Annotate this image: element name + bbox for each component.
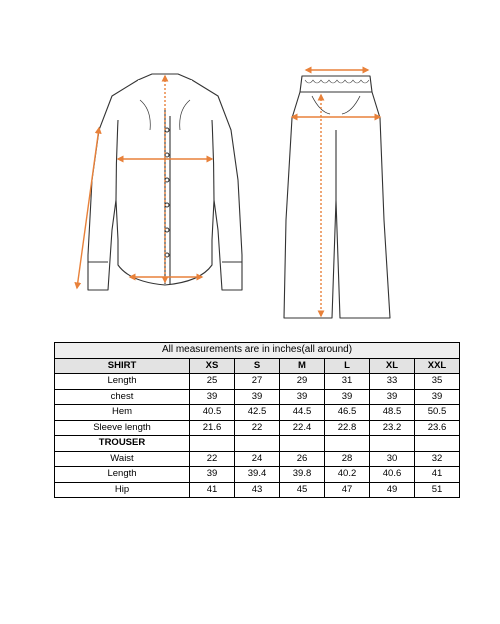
row-label: Hip [55, 482, 190, 498]
table-row [55, 451, 460, 467]
cell [415, 436, 460, 452]
cell: 50.5 [415, 405, 460, 421]
size-header: S [235, 358, 280, 374]
cell [370, 436, 415, 452]
table-row [55, 405, 460, 421]
table-row [55, 467, 460, 483]
shirt-header-row [55, 358, 460, 374]
cell [325, 436, 370, 452]
size-header: L [325, 358, 370, 374]
table-caption: All measurements are in inches(all around) [55, 343, 460, 359]
row-label: Length [55, 374, 190, 390]
cell: 24 [235, 451, 280, 467]
cell: 47 [325, 482, 370, 498]
cell: 21.6 [190, 420, 235, 436]
shirt-section-title: SHIRT [55, 358, 190, 374]
cell: 41 [415, 467, 460, 483]
caption-row [55, 343, 460, 359]
size-header: XXL [415, 358, 460, 374]
cell: 39 [190, 389, 235, 405]
cell: 23.2 [370, 420, 415, 436]
cell: 51 [415, 482, 460, 498]
cell: 23.6 [415, 420, 460, 436]
cell: 22 [190, 451, 235, 467]
cell: 39 [190, 467, 235, 483]
cell: 22.4 [280, 420, 325, 436]
cell: 40.2 [325, 467, 370, 483]
table-row [55, 374, 460, 390]
trouser-header-row [55, 436, 460, 452]
cell: 44.5 [280, 405, 325, 421]
cell: 33 [370, 374, 415, 390]
row-label: Waist [55, 451, 190, 467]
cell: 32 [415, 451, 460, 467]
table-row [55, 420, 460, 436]
cell: 39 [325, 389, 370, 405]
cell: 40.6 [370, 467, 415, 483]
cell: 40.5 [190, 405, 235, 421]
cell: 42.5 [235, 405, 280, 421]
size-header: M [280, 358, 325, 374]
cell: 28 [325, 451, 370, 467]
cell: 22 [235, 420, 280, 436]
cell: 25 [190, 374, 235, 390]
cell: 30 [370, 451, 415, 467]
cell: 45 [280, 482, 325, 498]
row-label: Sleeve length [55, 420, 190, 436]
size-header: XL [370, 358, 415, 374]
cell: 27 [235, 374, 280, 390]
cell [235, 436, 280, 452]
cell [280, 436, 325, 452]
cell: 39 [235, 389, 280, 405]
cell: 26 [280, 451, 325, 467]
trouser-section-title: TROUSER [55, 436, 190, 452]
cell: 22.8 [325, 420, 370, 436]
cell: 39 [415, 389, 460, 405]
cell: 39 [280, 389, 325, 405]
cell: 48.5 [370, 405, 415, 421]
size-chart-table [54, 342, 460, 498]
row-label: chest [55, 389, 190, 405]
cell: 31 [325, 374, 370, 390]
cell: 39.8 [280, 467, 325, 483]
table-row [55, 482, 460, 498]
cell: 46.5 [325, 405, 370, 421]
cell: 49 [370, 482, 415, 498]
row-label: Length [55, 467, 190, 483]
cell: 41 [190, 482, 235, 498]
trouser-drawing [284, 76, 390, 318]
cell: 29 [280, 374, 325, 390]
cell: 39.4 [235, 467, 280, 483]
cell [190, 436, 235, 452]
cell: 35 [415, 374, 460, 390]
row-label: Hem [55, 405, 190, 421]
size-header: XS [190, 358, 235, 374]
table-row [55, 389, 460, 405]
cell: 39 [370, 389, 415, 405]
cell: 43 [235, 482, 280, 498]
